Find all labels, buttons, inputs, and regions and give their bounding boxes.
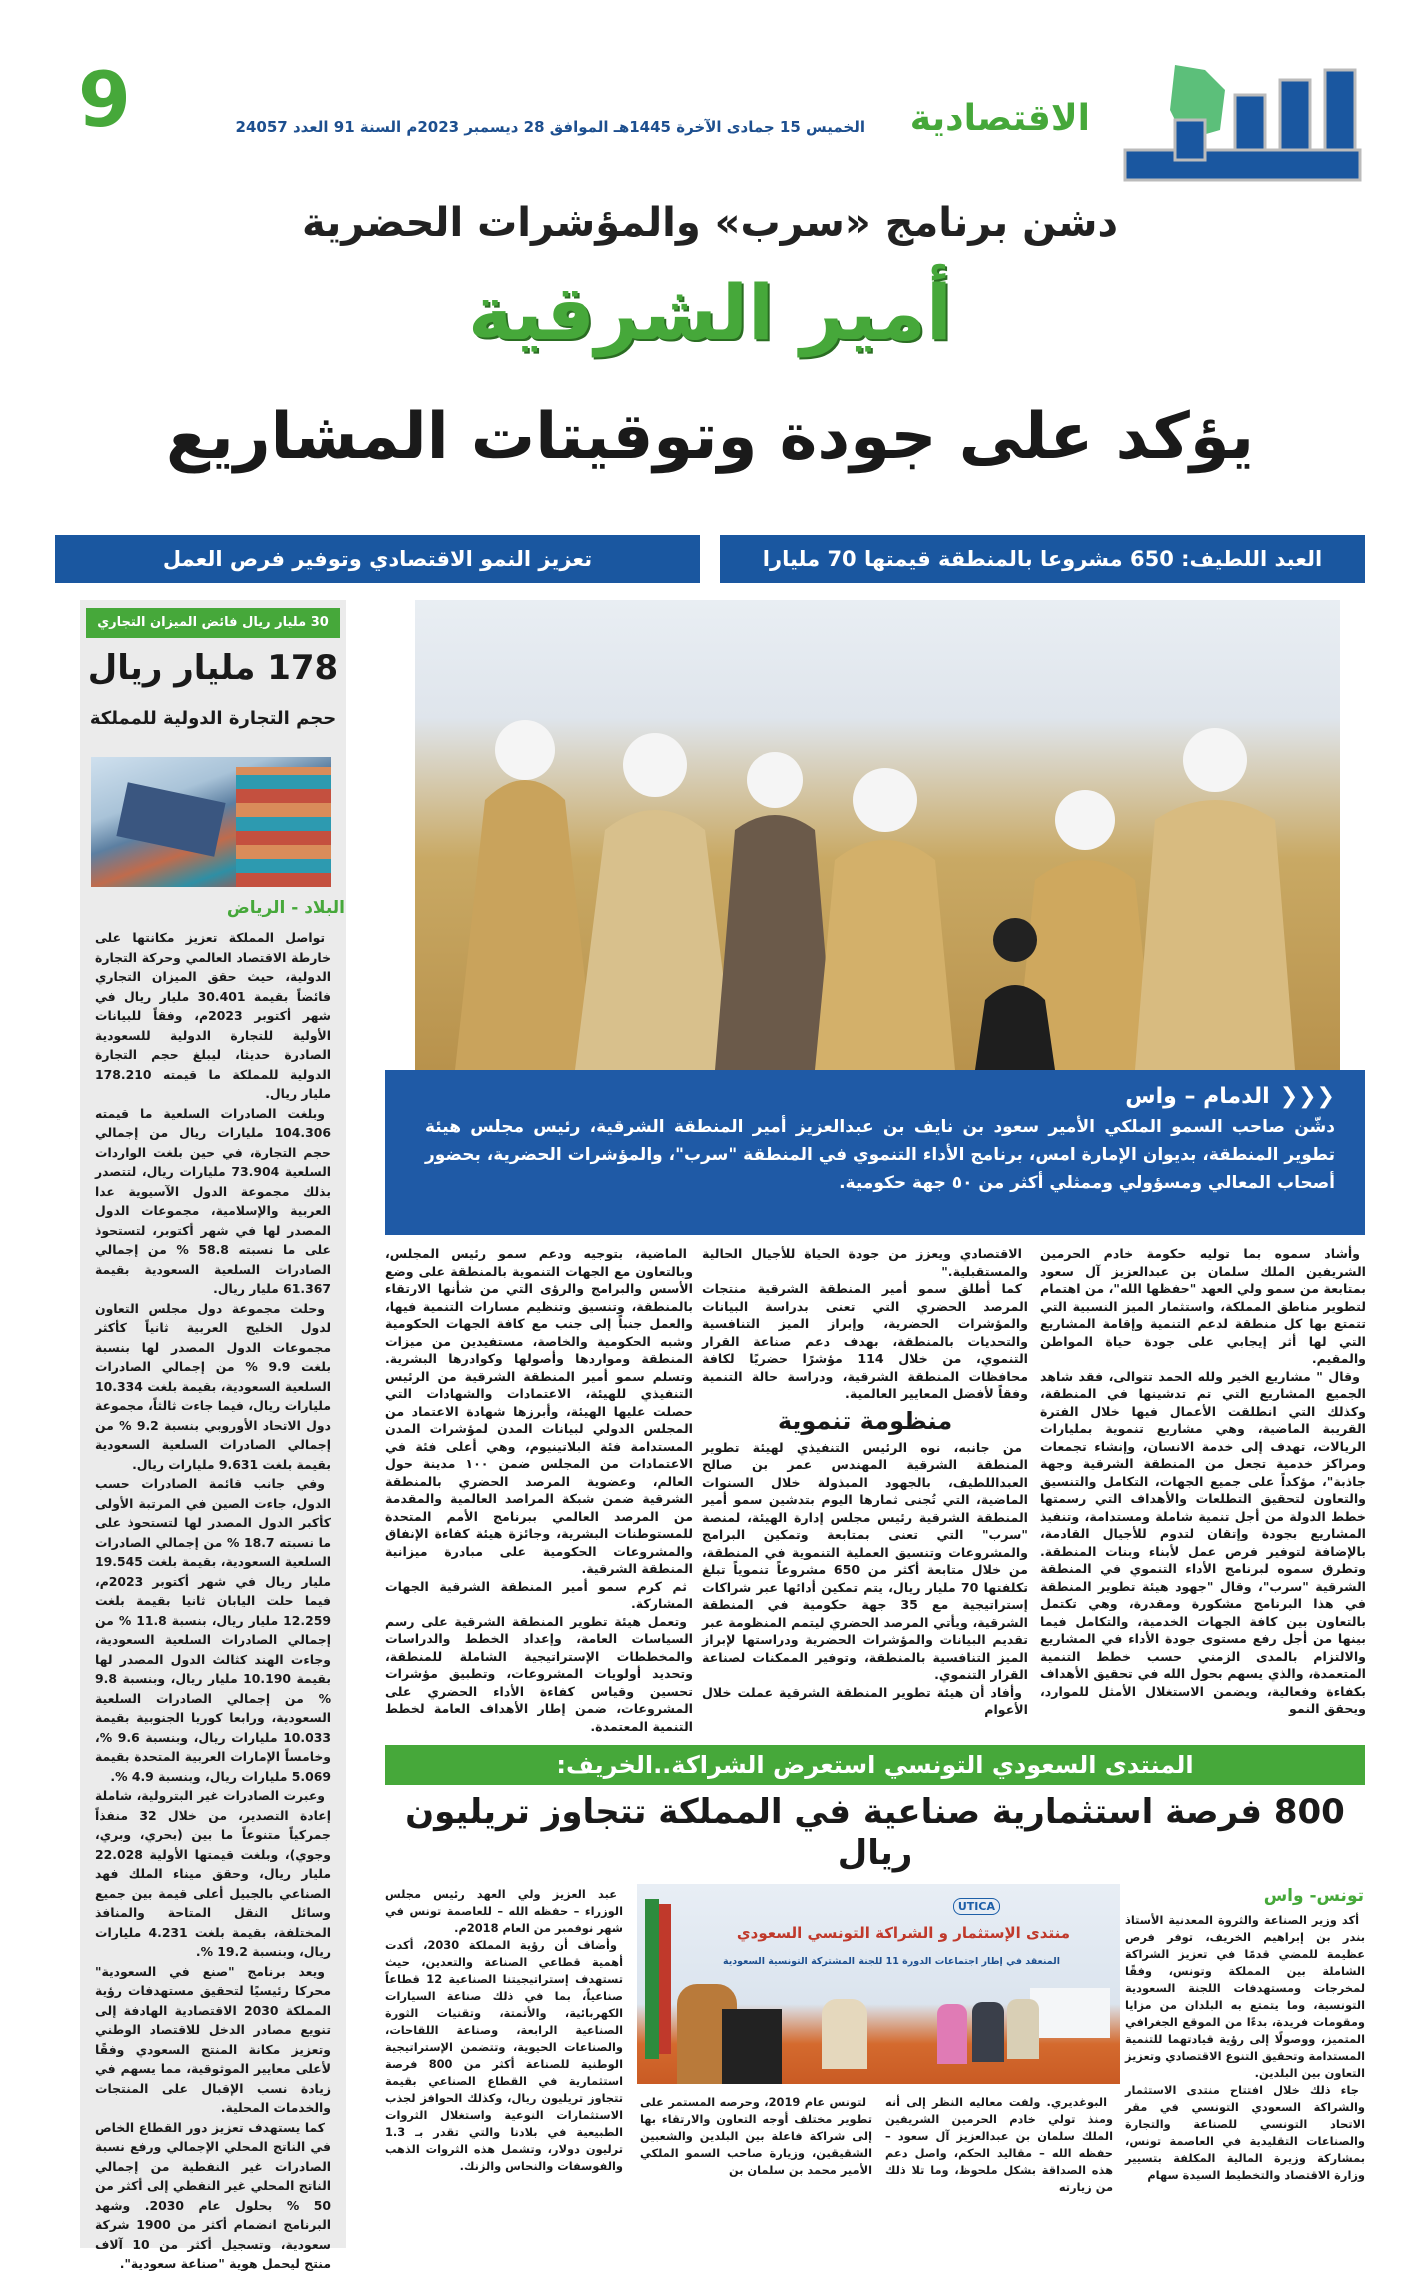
chevrons-icon: ❮❮❮ — [1279, 1084, 1335, 1109]
paragraph: الماضية، بتوجيه ودعم سمو رئيس المجلس، وبالتعاون مع الجهات التنموية بالمنطقة على وضع الأسس والبرامج والرؤى التي من شأنها الارتقاء بالمنطقة، وتنسيق وتنظيم مسارات التنمية فيها، والعمل جنباً إلى جنب مع كافة الجهات الحكومية وشبه الحكومية والخاصة، مستفيدين من ميزات المنطقة ومواردها وأصولها وكوادرها البشرية. وتسلم سمو أمير المنطقة الشرقية من الرئيس التنفيذي للهيئة، الاعتمادات والشهادات التي حصلت عليها الهيئة، وأبرزها شهادة الاعتماد من المجلس الدولي لبيانات المدن لمؤشرات المدن المستدامة فئة البلاتينيوم، وهي أعلى فئة في الاعتمادات من المجلس ضمن ١٠٠ مدينة حول العالم، وعضوية المرصد الحضري بالمنطقة الشرقية ضمن شبكة المراصد العالمية والمقدمة من المرصد العالمي ببرنامج الأمم المتحدة للمستوطنات البشرية، وجائزة هيئة كفاءة الإنفاق والمشروعات الحكومية على مبادرة ميزانية المنطقة الشرقية. — [385, 1246, 693, 1576]
page-number: 9 — [78, 55, 131, 144]
paragraph: وتعمل هيئة تطوير المنطقة الشرقية على رسم السياسات العامة، وإعداد الخطط والدراسات والمخططات الإستراتيجية الشاملة للمنطقة، وتحديد أولويات المشروعات، وتطبيق مؤشرات تحسين وقياس كفاءة الأداء الحضري على المشروعات، ضمن إطار الأهداف العامة لخطط التنمية المعتمدة. — [385, 1613, 693, 1734]
paragraph: تواصل المملكة تعزيز مكانتها على خارطة الاقتصاد العالمي وحركة التجارة الدولية، حيث حقق الميزان التجاري فائضاً بقيمة 30.401 مليار ريال في شهر أكتوبر 2023م، وفقاً للبيانات الأولية للتجارة الدولية للسعودية الصادرة حديثا، ليبلغ حجم التجارة الدولية للمملكة ما قيمته 178.210 مليار ريال. — [95, 930, 331, 1101]
lead-headline: يؤكد على جودة وتوقيتات المشاريع — [166, 400, 1254, 474]
highlight-bar-right: العبد اللطيف: 650 مشروعا بالمنطقة قيمتها 70 مليارا — [720, 535, 1365, 583]
sidebar-headline: 178 مليار ريال — [87, 648, 339, 688]
paragraph: جاء ذلك خلال افتتاح منتدى الاستثمار والشراكة السعودي التونسي في مقر الاتحاد التونسي للصناعة والتجارة والصناعات التقليدية في العاصمة تونس، بمشاركة وزيرة المالية المكلفة بتسيير وزارة الاقتصاد والتخطيط السيدة سهام — [1125, 2083, 1365, 2182]
highlight-bar-left: تعزيز النمو الاقتصادي وتوفير فرص العمل — [55, 535, 700, 583]
forum-column-4 — [385, 1886, 623, 2175]
sidebar-dateline: البلاد - الرياض — [226, 898, 345, 918]
paragraph: وأفاد أن هيئة تطوير المنطقة الشرقية عملت خلال الأعوام — [702, 1684, 1028, 1717]
lead-column-2 — [702, 1245, 1028, 1719]
paragraph: كما أطلق سمو أمير المنطقة الشرقية منتجات المرصد الحضري التي تعنى بدراسة البيانات والمؤشرات الحضرية، وإبراز الميز التنافسية والتحديات بالمنطقة، بهدف دعم صناعة القرار التنموي، من خلال 114 مؤشرًا حضريًا لكافة محافظات المنطقة الشرقية، ودراسة حالة التنمية وفقاً لأفضل المعايير العالمية. — [702, 1281, 1028, 1401]
forum-banner-subtitle: المنعقد في إطار اجتماعات الدورة 11 للجنة المشتركة التونسية السعودية — [722, 1956, 1060, 1967]
forum-dateline: تونس- واس — [1263, 1886, 1364, 1906]
lead-column-1 — [1040, 1245, 1366, 1718]
forum-column-1 — [1125, 1912, 1365, 2184]
lead-photo — [415, 600, 1340, 1070]
paragraph: من جانبه، نوه الرئيس التنفيذي لهيئة تطوير المنطقة الشرقية المهندس عمر بن صالح العبداللطيف، بالجهود المبذولة خلال السنوات الماضية، التي تُجنى ثمارها اليوم بتدشين سمو أمير المنطقة الشرقية رئيس مجلس إدارة الهيئة، لمنصة "سرب" التي تعنى بمتابعة وتمكين البرامج والمشروعات وتنسيق العملية التنموية في المنطقة، من خلال متابعة أكثر من 650 مشروعاً تنموياً تبلغ تكلفتها 70 مليار ريال، يتم تمكين أدائها عبر شراكات إستراتيجية مع 35 جهة حكومية في المنطقة الشرقية، ويأتي المرصد الحضري ليتمم المنظومة عبر تقديم البيانات والمؤشرات الحضرية ودراستها لإبراز الميز التنافسية بالمنطقة، وتوفير الممكنات لصناعة القرار التنموي. — [702, 1439, 1029, 1682]
forum-kicker: المنتدى السعودي التونسي استعرض الشراكة..الخريف: — [385, 1745, 1365, 1785]
paragraph: وفي جانب قائمة الصادرات حسب الدول، جاءت الصين في المرتبة الأولى كأكبر الدول المصدر لها لتستحوذ على ما نسبته 18.7 % من إجمالي الصادرات السلعية السعودية، بقيمة بلغت 19.545 مليار ريال في شهر أكتوبر 2023م، فيما حلت اليابان ثانيا بقيمة بلغت 12.259 مليار ريال، بنسبة 11.8 % من إجمالي الصادرات السلعية السعودية، وجاءت الهند كثالث الدول المصدر لها بقيمة 10.190 مليار ريال، وبنسبة 9.8 % من إجمالي الصادرات السلعية السعودية، ورابعا كوريا الجنوبية بقيمة 10.033 مليارات ريال، وبنسبة 9.6 %، وخامساً الإمارات العربية المتحدة بقيمة 5.069 مليارات ريال، وبنسبة 4.9 %. — [95, 1476, 332, 1784]
paragraph: وعبرت الصادرات غير البترولية، شاملة إعادة التصدير، من خلال 32 منفذاً جمركياً متنوعاً ما بين (بحري، وبري، وجوي)، وبلغت قيمتها الأولية 22.028 مليار ريال، وحقق ميناء الملك فهد الصناعي بالجبيل أعلى قيمة بين جميع وسائل النقل المتاحة والمنافذ المختلفة، بقيمة بلغت 4.231 مليارات ريال، وبنسبة 19.2 %. — [95, 1788, 331, 1959]
subheadline: منظومة تنموية — [777, 1406, 953, 1435]
lead-intro-box — [385, 1070, 1365, 1235]
paragraph: وأشاد سموه بما توليه حكومة خادم الحرمين الشريفين الملك سلمان بن عبدالعزيز آل سعود بمتابعة من سمو ولي العهد "حفظها الله"، من اهتمام لتطوير مناطق المملكة، واستثمار الميز النسبية التي تتمتع بها كل منطقة لدعم التنمية وإقامة المشاريع التي لها أثر إيجابي على جودة حياة المواطن والمقيم. — [1040, 1246, 1366, 1366]
paragraph: أكد وزير الصناعة والثروة المعدنية الأستاذ بندر بن إبراهيم الخريف، توفر فرص عظيمة للمضي قدمًا في تعزيز الشراكة الشاملة بين المملكة وتونس، وفقًا لمخرجات ومستهدفات اللجنة السعودية التونسية، وما يتمتع به البلدان من مزايا ومقومات فريدة، بدءًا من الموقع الجغرافي المتميز، ووصولًا إلى رؤية قيادتهما للتنمية المستدامة وتحقيق التنوع الاقتصادي وتعزيز التعاون بين البلدين. — [1125, 1913, 1365, 2080]
forum-headline: 800 فرصة استثمارية صناعية في المملكة تتجاوز تريليون ريال — [405, 1792, 1345, 1873]
shipping-containers-photo — [91, 757, 331, 887]
lead-kicker: دشن برنامج «سرب» والمؤشرات الحضرية — [302, 200, 1118, 246]
section-title: الاقتصادية — [909, 98, 1090, 139]
paragraph: وحلت مجموعة دول مجلس التعاون لدول الخليج العربية ثانياً كأكثر مجموعات الدول المصدر لها بنسبة بلغت 9.9 % من إجمالي الصادرات السلعية السعودية، بقيمة بلغت 10.334 مليارات ريال، فيما جاءت ثالثاً، مجموعة دول الاتحاد الأوروبي بنسبة 9.2 % من إجمالي الصادرات السلعية السعودية بقيمة بلغت 9.631 مليارات ريال. — [95, 1300, 331, 1472]
forum-banner-title: منتدى الإستثمار و الشراكة التونسي السعودي — [736, 1924, 1070, 1942]
projection-screen — [1030, 1988, 1110, 2038]
forum-photo — [637, 1884, 1120, 2084]
utica-logo: UTICA — [953, 1898, 1000, 1915]
lead-column-3 — [385, 1245, 693, 1735]
issue-dateline: الخميس 15 جمادى الآخرة 1445هـ الموافق 28 ديسمبر 2023م السنة 91 العدد 24057 — [235, 118, 865, 136]
paragraph: البوغديري. ولفت معاليه النظر إلى أنه ومنذ تولي خادم الحرمين الشريفين الملك سلمان بن عبدالعزيز آل سعود – حفظه الله – مقاليد الحكم، واصل دعم هذه الصداقة بشكل ملحوظ، وما تلا ذلك من زيارته — [885, 2095, 1113, 2194]
paragraph: وأضاف أن رؤية المملكة 2030، أكدت أهمية قطاعي الصناعة والتعدين، حيث تستهدف إستراتيجيتنا الصناعية 12 قطاعاً صناعياً، بما في ذلك صناعة السيارات الكهربائية، والأتمتة، وتقنيات الثورة الصناعية الرابعة، وصناعة اللقاحات، والصناعات الحيوية، وتتضمن الإستراتيجية الوطنية للصناعة أكثر من 800 فرصة استثمارية في القطاع الصناعي بقيمة تتجاوز تريليون ريال، وكذلك الحوافز لجذب الاستثمارات النوعية واستغلال الثروات الطبيعية في بلادنا والتي تقدر بـ 1.3 ترليون دولار، وتشمل هذه الثروات الذهب والفوسفات والنحاس والزنك. — [385, 1938, 623, 2173]
lead-headline-green: أمير الشرقية — [468, 268, 952, 357]
paragraph: ويعد برنامج "صنع في السعودية" محركا رئيسيًا لتحقيق مستهدفات رؤية المملكة 2030 الاقتصادية الهادفة إلى تنويع مصادر الدخل للاقتصاد الوطني وتعزيز مكانة المنتج السعودي وفقًا لأعلى معايير الموثوقية، مما يسهم في زيادة نسب الإقبال على المنتجات والخدمات المحلية. — [95, 1963, 331, 2115]
forum-column-2 — [885, 2094, 1113, 2196]
paragraph: لتونس عام 2019، وحرصه المستمر على تطوير مختلف أوجه التعاون والارتقاء بها إلى شراكة فاعلة بين البلدين والشعبين الشقيقين، وزيارة صاحب السمو الملكي الأمير محمد بن سلمان بن — [640, 2095, 872, 2177]
lead-paragraph: دشّن صاحب السمو الملكي الأمير سعود بن نايف بن عبدالعزيز أمير المنطقة الشرقية، رئيس مجلس هيئة تطوير المنطقة، بديوان الإمارة امس، برنامج الأداء التنموي في المنطقة "سرب"، والمؤشرات الحضرية، بحضور أصحاب المعالي ومسؤولي وممثلي أكثر من ٥٠ جهة حكومية. — [425, 1117, 1335, 1193]
paragraph: وبلغت الصادرات السلعية ما قيمته 104.306 مليارات ريال من إجمالي حجم التجارة، في حين بلغت الواردات السلعية 73.904 مليارات ريال، لتتصدر بذلك مجموعة الدول الآسيوية عدا العربية والإسلامية، مجموعات الدول المصدر لها في شهر أكتوبر، لتستحوذ على ما نسبته 58.8 % من إجمالي الصادرات السلعية السعودية بقيمة 61.367 مليار ريال. — [95, 1105, 331, 1296]
newspaper-logo — [1115, 55, 1365, 190]
paragraph: عبد العزيز ولي العهد رئيس مجلس الوزراء – حفظه الله – للعاصمة تونس في شهر نوفمبر من العام 2018م. — [385, 1887, 623, 1935]
sidebar-tag: 30 مليار ريال فائض الميزان التجاري — [86, 608, 340, 638]
forum-column-3 — [640, 2094, 872, 2179]
lead-dateline: الدمام – واس — [1125, 1084, 1270, 1109]
paragraph: الاقتصادي ويعزز من جودة الحياة للأجيال الحالية والمستقبلية." — [702, 1246, 1028, 1279]
paragraph: وقال " مشاريع الخير ولله الحمد تتوالى، فقد شاهد الجميع المشاريع التي تم تدشينها في المنطقة، وكذلك التي انطلقت الأعمال فيها خلال الفترة القريبة الماضية، وهي مشاريع تنموية بمليارات الريالات، تهدف إلى خدمة الانسان، وإنشاء تجمعات ومراكز خدمية تجعل من المنطقة الشرقية وجهة جاذبة"، مؤكداً على جميع الجهات، التكامل والتنسيق والتعاون لتحقيق التطلعات والأهداف التي رسمتها خطط الدولة من أجل تنمية شاملة ومستدامة، وتنفيذ المشاريع بجودة وإتقان لتدوم للأجيال القادمة، بالإضافة لتوفير فرص عمل لأبناء وبنات المنطقة. وتطرق سموه لبرنامج الأداء التنموي في المنطقة الشرقية "سرب"، وقال "جهود هيئة تطوير المنطقة في هذا البرنامج مشكورة ومقدرة، وهي تكتمل بالتعاون بين كافة الجهات الخدمية، والتكامل فيما بينها من أجل رفع مستوى جودة الأداء في المشاريع والالتزام بالمدى الزمني حسب خطط التنمية المتعمدة، والذي يسهم بحول الله في تحقيق الأهداف بكفاءة وفعالية، ويضمن الاستغلال الأمثل للموارد، ويحقق النمو — [1040, 1368, 1366, 1716]
sidebar-subheadline: حجم التجارة الدولية للمملكة — [89, 708, 337, 729]
sidebar-body — [95, 928, 331, 2274]
paragraph: كما يستهدف تعزيز دور القطاع الخاص في الناتج المحلي الإجمالي ورفع نسبة الصادرات غير النفطية من إجمالي الناتج المحلي غير النفطي إلى أكثر من 50 % بحلول عام 2030. وشهد البرنامج انضمام أكثر من 1900 شركة سعودية، وتسجيل أكثر من 10 آلاف منتج ليحمل هوية "صناعة سعودية". — [95, 2119, 332, 2271]
paragraph: ثم كرم سمو أمير المنطقة الشرقية الجهات المشاركة. — [385, 1578, 693, 1611]
